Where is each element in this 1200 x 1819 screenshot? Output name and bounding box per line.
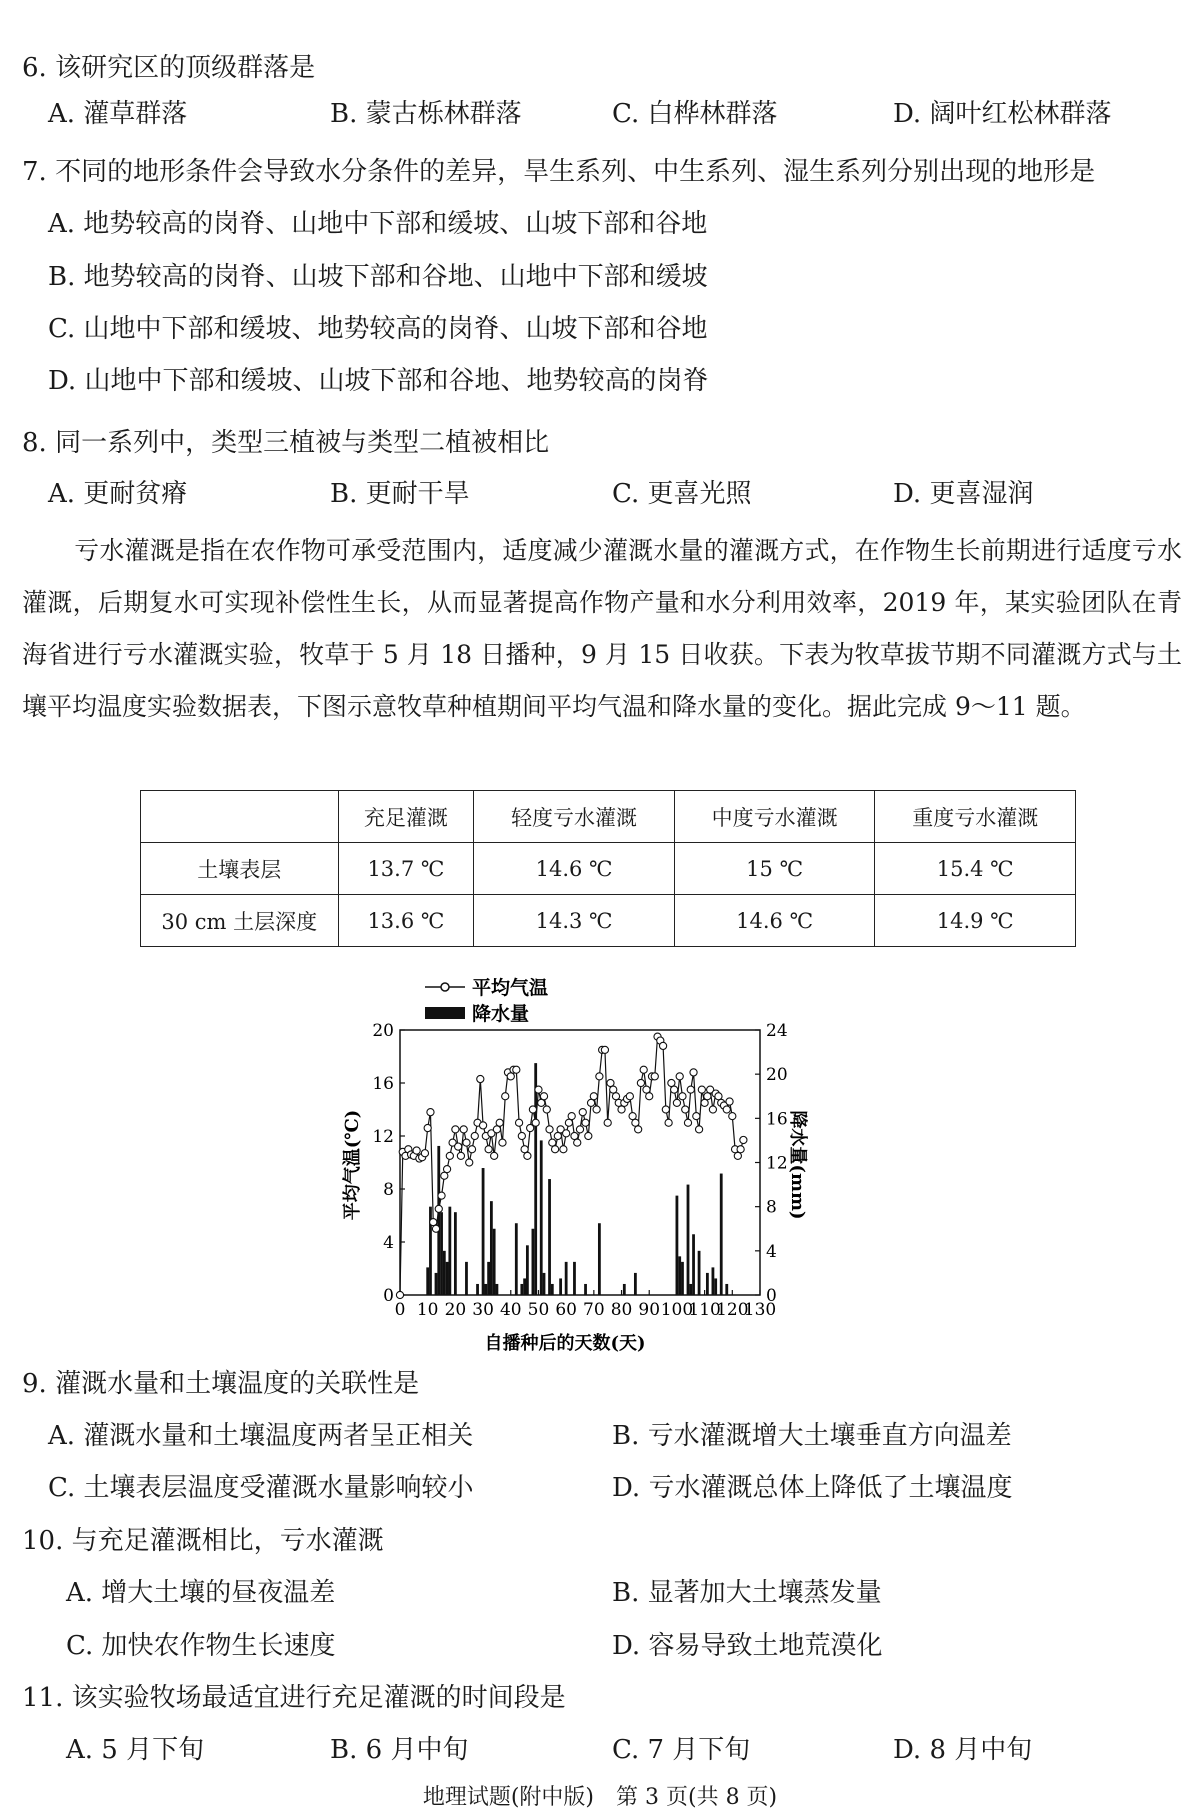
temperature-point (640, 1066, 647, 1073)
precipitation-bar (487, 1262, 490, 1295)
temperature-point (535, 1086, 542, 1093)
q11-option-c: C. 7 月下旬 (612, 1735, 751, 1765)
precipitation-bar (465, 1262, 468, 1295)
legend-precipitation-label: 降水量 (472, 1003, 530, 1025)
temperature-point (563, 1130, 570, 1137)
temperature-point (693, 1113, 700, 1120)
precipitation-bar (584, 1284, 587, 1295)
temperature-precipitation-chart (330, 975, 850, 1355)
precipitation-bar (712, 1267, 715, 1295)
temperature-point (413, 1147, 420, 1154)
x-tick-label: 70 (583, 1300, 605, 1320)
temperature-point (427, 1109, 434, 1116)
y-left-tick-label: 20 (372, 1021, 394, 1041)
x-tick-label: 90 (638, 1300, 661, 1320)
x-tick-label: 60 (555, 1300, 577, 1320)
temperature-point (737, 1146, 744, 1153)
q8-option-d: D. 更喜湿润 (893, 479, 1034, 509)
temperature-point (646, 1093, 653, 1100)
q9-option-c: C. 土壤表层温度受灌溉水量影响较小 (48, 1473, 474, 1503)
precipitation-bar (526, 1245, 529, 1295)
temperature-point (546, 1126, 553, 1133)
x-tick-label: 40 (499, 1300, 522, 1320)
table-header-cell: 轻度亏水灌溉 (474, 791, 675, 843)
q8-option-a: A. 更耐贫瘠 (48, 479, 188, 509)
precipitation-bar (543, 1273, 546, 1295)
temperature-point (424, 1124, 431, 1131)
precipitation-bar (692, 1234, 695, 1295)
table-header-cell (141, 791, 339, 843)
temperature-point (457, 1152, 464, 1159)
temperature-point (529, 1106, 536, 1113)
temperature-point (435, 1205, 442, 1212)
precipitation-bar (437, 1146, 440, 1295)
temperature-point (499, 1139, 506, 1146)
temperature-point (659, 1042, 666, 1049)
temperature-point (690, 1069, 697, 1076)
x-axis-label: 自播种后的天数(天) (484, 1333, 646, 1354)
y-right-tick-label: 4 (766, 1241, 777, 1262)
passage (22, 525, 1182, 733)
q10-option-c: C. 加快农作物生长速度 (66, 1631, 336, 1661)
precipitation-bar (446, 1262, 449, 1295)
right-axis-label: 降水量(mm) (787, 1110, 808, 1220)
x-tick-label: 30 (472, 1300, 494, 1320)
precipitation-bar (634, 1273, 637, 1295)
temperature-point (676, 1073, 683, 1080)
temperature-point (532, 1119, 539, 1126)
precipitation-bar (687, 1185, 690, 1295)
temperature-point (596, 1073, 603, 1080)
temperature-point (684, 1119, 691, 1126)
q8-option-c: C. 更喜光照 (612, 479, 752, 509)
precipitation-bar (598, 1223, 601, 1295)
temperature-point (601, 1046, 608, 1053)
temperature-point (496, 1119, 503, 1126)
q11-option-a: A. 5 月下旬 (66, 1735, 205, 1765)
q9-option-b: B. 亏水灌溉增大土壤垂直方向温差 (612, 1421, 1012, 1451)
q10-stem: 10. 与充足灌溉相比，亏水灌溉 (22, 1526, 384, 1556)
temperature-point (593, 1106, 600, 1113)
table-cell: 15.4 ℃ (875, 843, 1076, 895)
table-cell: 13.6 ℃ (338, 895, 474, 947)
x-tick-label: 20 (444, 1300, 467, 1320)
precipitation-bar (520, 1284, 523, 1295)
temperature-point (432, 1225, 439, 1232)
temperature-point (604, 1119, 611, 1126)
chart-legend (425, 976, 548, 1025)
precipitation-bar (448, 1207, 451, 1295)
passage-text: 亏水灌溉是指在农作物可承受范围内，适度减少灌溉水量的灌溉方式，在作物生长前期进行适度亏水灌溉，后期复水可实现补偿性生长，从而显著提高作物产量和水分利用效率，2019 年，某实验团队在青海省进行亏水灌溉实验，牧草于 5 月 18 日播种，9 月 15 日收获。下表为牧草拔节期不同灌溉方式与土壤平均温度实验数据表，下图示意牧草种植期间平均气温和降水量的变化。据此完成 9～11 题。 (22, 536, 1182, 721)
precipitation-bar (443, 1251, 446, 1295)
table-cell: 14.6 ℃ (474, 843, 675, 895)
temperature-point (682, 1106, 689, 1113)
y-left-tick-label: 4 (383, 1233, 394, 1253)
q11-stem: 11. 该实验牧场最适宜进行充足灌溉的时间段是 (22, 1683, 566, 1713)
temperature-point (468, 1146, 475, 1153)
y-right-tick-label: 16 (766, 1109, 788, 1130)
temperature-point (576, 1126, 583, 1133)
temperature-point (585, 1132, 592, 1139)
temperature-point (540, 1093, 547, 1100)
precipitation-bar (532, 1229, 535, 1295)
y-left-tick-label: 16 (372, 1074, 394, 1094)
temperature-point (723, 1106, 730, 1113)
table-cell: 13.7 ℃ (338, 843, 474, 895)
temperature-point (671, 1086, 678, 1093)
table-header-row (141, 791, 1076, 843)
temperature-point (477, 1075, 484, 1082)
q8-stem: 8. 同一系列中，类型三植被与类型二植被相比 (22, 428, 550, 458)
temperature-point (518, 1132, 525, 1139)
temperature-point (662, 1106, 669, 1113)
q6-option-a: A. 灌草群落 (48, 99, 188, 129)
table-cell: 30 cm 土层深度 (141, 895, 339, 947)
temperature-point (485, 1146, 492, 1153)
temperature-point (438, 1192, 445, 1199)
q10-option-a: A. 增大土壤的昼夜温差 (66, 1578, 336, 1608)
temperature-point (455, 1143, 462, 1150)
precipitation-bar (698, 1251, 701, 1295)
temperature-point (709, 1106, 716, 1113)
precipitation-bar (515, 1223, 518, 1295)
temperature-point (446, 1152, 453, 1159)
temperature-point (651, 1073, 658, 1080)
temperature-point (524, 1152, 531, 1159)
temperature-point (491, 1152, 498, 1159)
precipitation-bar (484, 1284, 487, 1295)
temperature-point (679, 1093, 686, 1100)
q6-option-d: D. 阔叶红松林群落 (893, 99, 1112, 129)
temperature-point (582, 1119, 589, 1126)
temperature-point (443, 1166, 450, 1173)
precipitation-bar (559, 1278, 562, 1295)
precipitation-bar (426, 1267, 429, 1295)
precipitation-bar (714, 1278, 717, 1295)
q7-option-b: B. 地势较高的岗脊、山坡下部和谷地、山地中下部和缓坡 (48, 262, 708, 292)
temperature-point (560, 1146, 567, 1153)
table-cell: 14.3 ℃ (474, 895, 675, 947)
left-axis-label: 平均气温(℃) (342, 1109, 363, 1221)
x-tick-label: 100 (660, 1300, 694, 1320)
temperature-point (551, 1146, 558, 1153)
table-cell: 土壤表层 (141, 843, 339, 895)
temperature-point (726, 1098, 733, 1105)
y-right-tick-label: 12 (766, 1153, 788, 1174)
x-tick-label: 110 (688, 1300, 721, 1320)
precipitation-bar (676, 1196, 679, 1295)
q11-option-d: D. 8 月中旬 (893, 1735, 1033, 1765)
precipitation-bar (534, 1063, 537, 1295)
precipitation-bar (565, 1262, 568, 1295)
precipitation-bar (689, 1284, 692, 1295)
temperature-point (687, 1086, 694, 1093)
precipitation-bar (482, 1168, 485, 1295)
temperature-point (471, 1132, 478, 1139)
x-tick-label: 130 (743, 1300, 777, 1320)
precipitation-bar (540, 1140, 543, 1295)
x-tick-label: 50 (527, 1300, 550, 1320)
temperature-point (695, 1126, 702, 1133)
q9-stem: 9. 灌溉水量和土壤温度的关联性是 (22, 1369, 420, 1399)
precipitation-bar (678, 1256, 681, 1295)
temperature-point (568, 1113, 575, 1120)
temperature-point (673, 1099, 680, 1106)
temperature-point (740, 1136, 747, 1143)
temperature-point (579, 1109, 586, 1116)
y-right-tick-label: 8 (766, 1197, 777, 1218)
legend-bar-marker (425, 1007, 465, 1019)
y-left-tick-label: 12 (372, 1127, 394, 1147)
table-cell: 14.9 ℃ (875, 895, 1076, 947)
soil-temperature-table (140, 790, 1076, 947)
legend-circle-marker (441, 983, 449, 991)
temperature-point (479, 1122, 486, 1129)
y-right-tick-label: 20 (766, 1065, 788, 1086)
temperature-point (665, 1119, 672, 1126)
temperature-point (513, 1066, 520, 1073)
q7-option-c: C. 山地中下部和缓坡、地势较高的岗脊、山坡下部和谷地 (48, 314, 708, 344)
table-row (141, 895, 1076, 947)
precipitation-bar (548, 1179, 551, 1295)
precipitation-bar (623, 1284, 626, 1295)
temperature-point (515, 1119, 522, 1126)
temperature-point (590, 1093, 597, 1100)
y-left-tick-label: 0 (383, 1286, 394, 1306)
page-footer: 地理试题(附中版) 第 3 页(共 8 页) (422, 1785, 778, 1810)
q6-option-b: B. 蒙古栎林群落 (330, 99, 522, 129)
temperature-point (637, 1079, 644, 1086)
temperature-point (698, 1086, 705, 1093)
temperature-point (421, 1150, 428, 1157)
precipitation-bar (440, 1212, 443, 1295)
x-tick-label: 10 (416, 1300, 439, 1320)
temperature-point (460, 1126, 467, 1133)
temperature-point (502, 1093, 509, 1100)
temperature-point (729, 1113, 736, 1120)
precipitation-bar (725, 1284, 728, 1295)
q7-option-d: D. 山地中下部和缓坡、山坡下部和谷地、地势较高的岗脊 (48, 366, 709, 396)
y-right-tick-label: 24 (766, 1021, 788, 1041)
q10-option-b: B. 显著加大土壤蒸发量 (612, 1578, 882, 1608)
q9-option-a: A. 灌溉水量和土壤温度两者呈正相关 (48, 1421, 474, 1451)
precipitation-bar (476, 1284, 479, 1295)
precipitation-bar (454, 1212, 457, 1295)
x-tick-label: 120 (716, 1300, 749, 1320)
temperature-point (463, 1139, 470, 1146)
precipitation-bar (493, 1229, 496, 1295)
q6-option-c: C. 白桦林群落 (612, 99, 778, 129)
table-cell: 14.6 ℃ (674, 895, 875, 947)
table-header-cell: 充足灌溉 (338, 791, 474, 843)
q11-option-b: B. 6 月中旬 (330, 1735, 469, 1765)
q10-option-d: D. 容易导致土地荒漠化 (612, 1631, 883, 1661)
temperature-point (452, 1126, 459, 1133)
table-header-cell: 重度亏水灌溉 (875, 791, 1076, 843)
precipitation-bar (681, 1262, 684, 1295)
table-cell: 15 ℃ (674, 843, 875, 895)
precipitation-bar (523, 1278, 526, 1295)
precipitation-bar (496, 1284, 499, 1295)
temperature-point (543, 1106, 550, 1113)
precipitation-bar (551, 1284, 554, 1295)
y-left-tick-label: 8 (383, 1180, 394, 1200)
temperature-point (626, 1093, 633, 1100)
table-row (141, 843, 1076, 895)
precipitation-bar (706, 1273, 709, 1295)
q9-option-d: D. 亏水灌溉总体上降低了土壤温度 (612, 1473, 1013, 1503)
legend-temperature-label: 平均气温 (472, 977, 549, 999)
temperature-point (466, 1159, 473, 1166)
precipitation-bar (573, 1262, 576, 1295)
table-header-cell: 中度亏水灌溉 (674, 791, 875, 843)
temperature-point (635, 1126, 642, 1133)
q8-option-b: B. 更耐干旱 (330, 479, 470, 509)
precipitation-bar (490, 1201, 493, 1295)
q6-stem: 6. 该研究区的顶级群落是 (22, 53, 316, 83)
temperature-point (574, 1139, 581, 1146)
x-tick-label: 80 (610, 1300, 633, 1320)
q7-option-a: A. 地势较高的岗脊、山地中下部和缓坡、山坡下部和谷地 (48, 209, 708, 239)
q7-stem: 7. 不同的地形条件会导致水分条件的差异，旱生系列、中生系列、湿生系列分别出现的地形是 (22, 157, 1096, 187)
precipitation-bar (720, 1174, 723, 1295)
temperature-point (396, 1291, 403, 1298)
y-right-tick-label: 0 (766, 1286, 777, 1306)
precipitation-bar (435, 1273, 438, 1295)
x-tick-label: 0 (394, 1300, 406, 1320)
